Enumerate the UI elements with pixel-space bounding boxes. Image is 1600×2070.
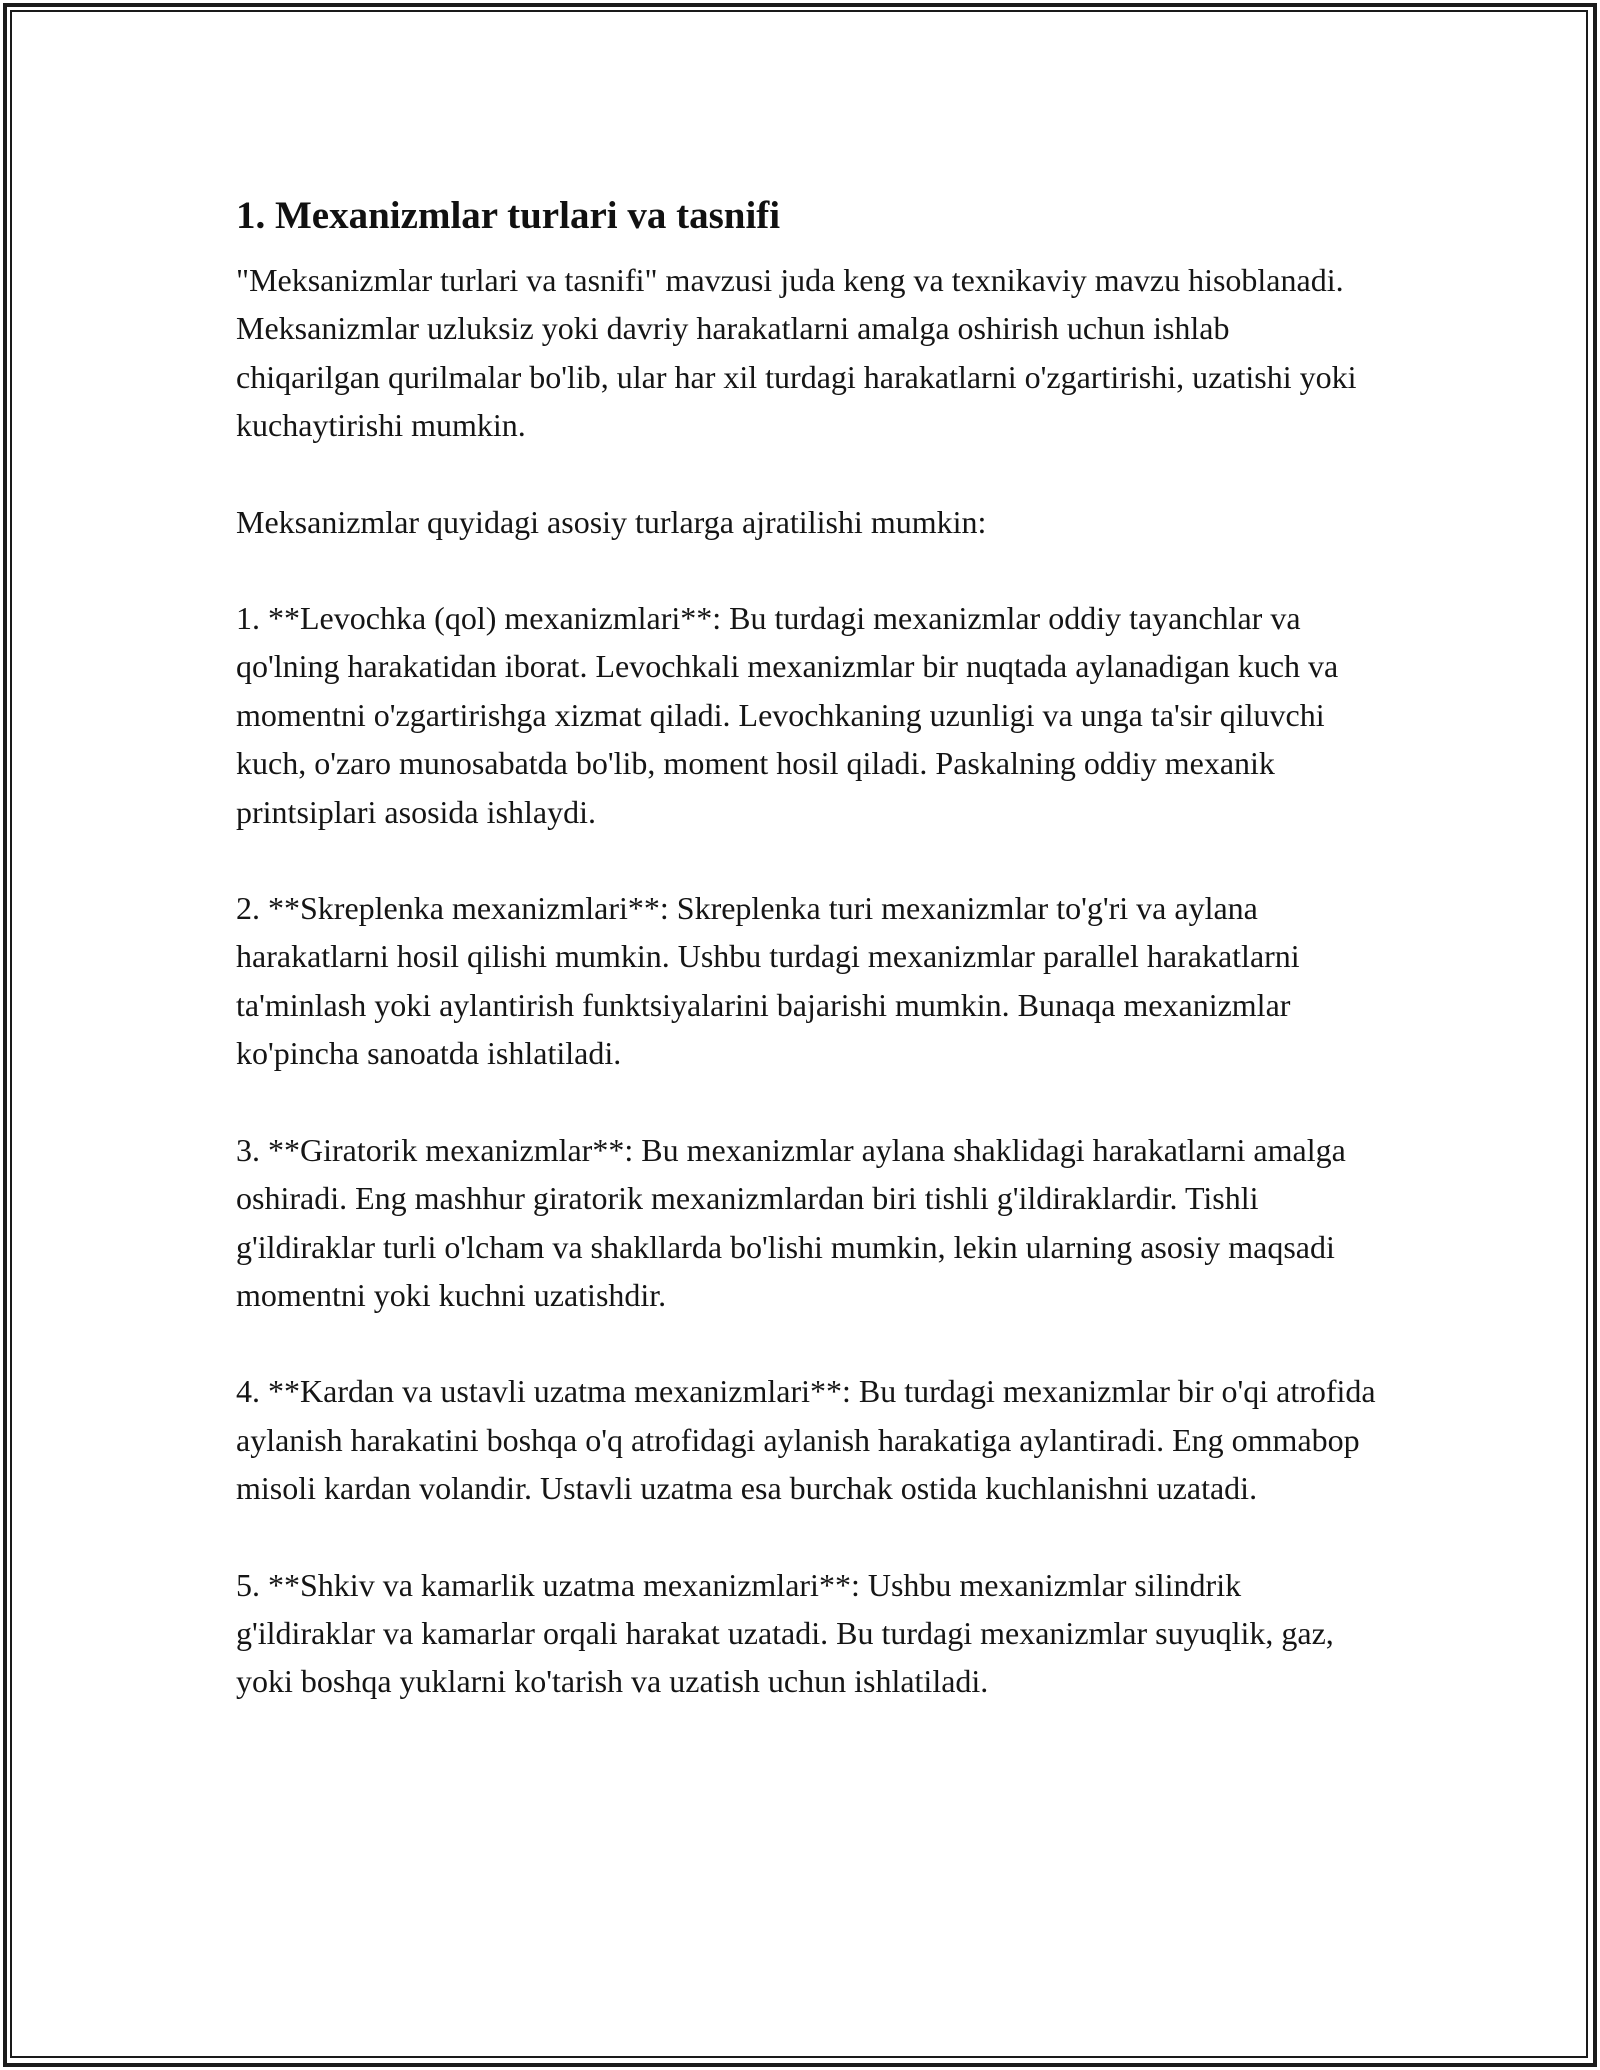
types-lead-paragraph: Meksanizmlar quyidagi asosiy turlarga ajratilishi mumkin: — [236, 503, 987, 540]
intro-paragraph: "Meksanizmlar turlari va tasnifi" mavzusi juda keng va texnikaviy mavzu hisoblanadi. Meksanizmlar uzluksiz yoki davriy harakatlarni amalga oshirish uchun ishlab chiqarilgan qurilmalar bo'lib, ular har xil turdagi harakatlarni o'zgartirishi, uzatishi yoki kuchaytirishi mumkin. — [236, 262, 1357, 444]
list-item-skreplenka: 2. **Skreplenka mexanizmlari**: Skreplenka turi mexanizmlar to'g'ri va aylana harakatlarni hosil qilishi mumkin. Ushbu turdagi mexanizmlar parallel harakatlarni ta'minlash yoki aylantirish funktsiyalarini bajarishi mumkin. Bunaqa mexanizmlar ko'pincha sanoatda ishlatiladi. — [236, 890, 1300, 1072]
list-item-levochka: 1. **Levochka (qol) mexanizmlari**: Bu turdagi mexanizmlar oddiy tayanchlar va qo'lning harakatidan iborat. Levochkali mexanizmlar bir nuqtada aylanadigan kuch va momentni o'zgartirishga xizmat qiladi. Levochkaning uzunligi va unga ta'sir qiluvchi kuch, o'zaro munosabatda bo'lib, moment hosil qiladi. Paskalning oddiy mexanik printsiplari asosida ishlaydi. — [236, 600, 1339, 830]
section-heading: 1. Mexanizmlar turlari va tasnifi — [236, 194, 781, 237]
list-item-shkiv: 5. **Shkiv va kamarlik uzatma mexanizmlari**: Ushbu mexanizmlar silindrik g'ildiraklar va kamarlar orqali harakat uzatadi. Bu turdagi mexanizmlar suyuqlik, gaz, yoki boshqa yuklarni ko'tarish va uzatish uchun ishlatiladi. — [236, 1566, 1334, 1700]
list-item-kardan: 4. **Kardan va ustavli uzatma mexanizmlari**: Bu turdagi mexanizmlar bir o'qi atrofida aylanish harakatini boshqa o'q atrofidagi aylanish harakatiga aylantiradi. Eng ommabop misoli kardan volandir. Ustavli uzatma esa burchak ostida kuchlanishni uzatadi. — [236, 1373, 1376, 1507]
document-body — [236, 186, 1376, 1706]
list-item-giratorik: 3. **Giratorik mexanizmlar**: Bu mexanizmlar aylana shaklidagi harakatlarni amalga oshiradi. Eng mashhur giratorik mexanizmlardan biri tishli g'ildiraklardir. Tishli g'ildiraklar turli o'lcham va shakllarda bo'lishi mumkin, lekin ularning asosiy maqsadi momentni yoki kuchni uzatishdir. — [236, 1131, 1346, 1313]
